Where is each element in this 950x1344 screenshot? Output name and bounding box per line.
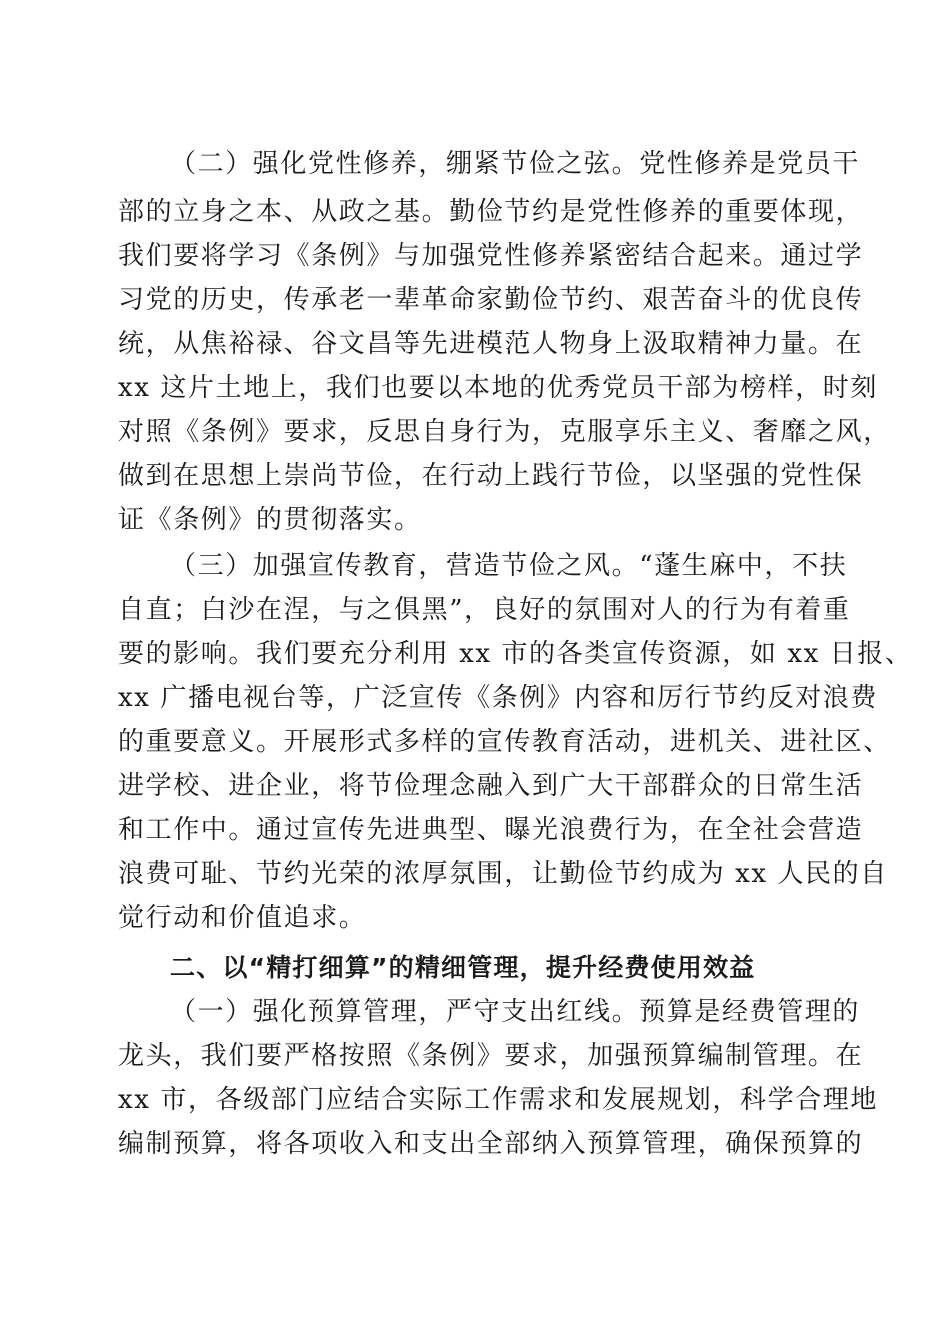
paragraph-line: 统，从焦裕禄、谷文昌等先进模范人物身上汲取精神力量。在 [118,329,864,359]
paragraph-line: 的重要意义。开展形式多样的宣传教育活动，进机关、进社区、 [118,727,891,757]
paragraph-line: 习党的历史，传承老一辈革命家勤俭节约、艰苦奋斗的优良传 [118,285,864,315]
paragraph-line: xx 这片土地上，我们也要以本地的优秀党员干部为榜样，时刻 [118,373,878,403]
paragraph-line: 证《条例》的贯彻落实。 [118,505,422,535]
paragraph-line: （一）强化预算管理，严守支出红线。预算是经费管理的 [170,997,861,1027]
paragraph-line: 龙头，我们要严格按照《条例》要求，加强预算编制管理。在 [118,1041,864,1071]
paragraph-line: xx 广播电视台等，广泛宣传《条例》内容和厉行节约反对浪费 [118,683,878,713]
paragraph-line: xx 市，各级部门应结合实际工作需求和发展规划，科学合理地 [118,1085,878,1115]
paragraph-line: 浪费可耻、节约光荣的浓厚氛围，让勤俭节约成为 xx 人民的自 [118,859,888,889]
paragraph-line: 自直；白沙在涅，与之俱黑”，良好的氛围对人的行为有着重 [118,595,851,625]
paragraph-line: （二）强化党性修养，绷紧节俭之弦。党性修养是党员干 [170,149,861,179]
paragraph-line: （三）加强宣传教育，营造节俭之风。“蓬生麻中，不扶 [170,551,848,581]
paragraph-line: 和工作中。通过宣传先进典型、曝光浪费行为，在全社会营造 [118,815,864,845]
paragraph-line: 做到在思想上崇尚节俭，在行动上践行节俭，以坚强的党性保 [118,461,864,491]
paragraph-line: 编制预算，将各项收入和支出全部纳入预算管理，确保预算的 [118,1129,864,1159]
paragraph-line: 我们要将学习《条例》与加强党性修养紧密结合起来。通过学 [118,241,864,271]
paragraph-line: 部的立身之本、从政之基。勤俭节约是党性修养的重要体现， [118,197,864,227]
section-heading: 二、以“精打细算”的精细管理，提升经费使用效益 [170,953,756,982]
paragraph-line: 觉行动和价值追求。 [118,903,367,933]
paragraph-line: 要的影响。我们要充分利用 xx 市的各类宣传资源，如 xx 日报、 [118,639,913,669]
paragraph-line: 对照《条例》要求，反思自身行为，克服享乐主义、奢靡之风， [118,417,891,447]
paragraph-line: 进学校、进企业，将节俭理念融入到广大干部群众的日常生活 [118,771,864,801]
